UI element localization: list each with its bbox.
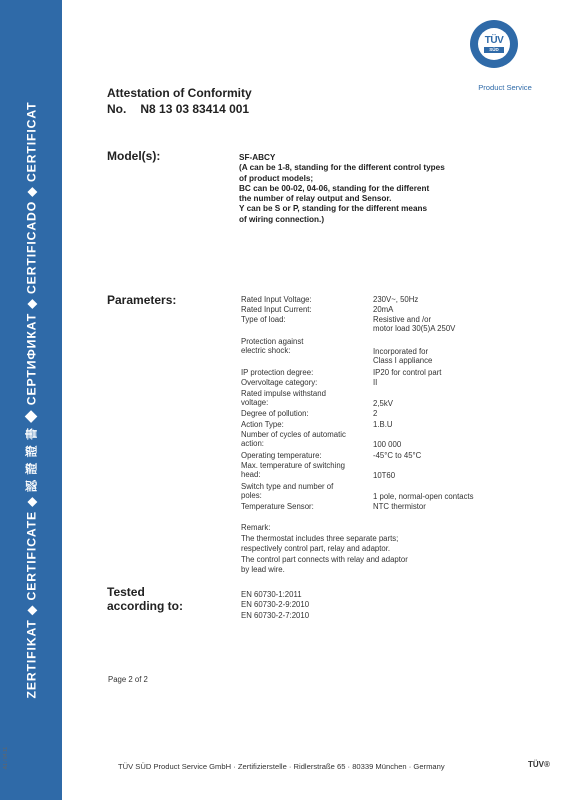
- param-value: 2,5kV: [373, 399, 393, 408]
- logo-sud-text: SÜD: [484, 47, 504, 53]
- models-line: SF-ABCY: [239, 153, 276, 162]
- standard-item: EN 60730-2-9:2010: [241, 600, 310, 610]
- side-band-text: ZERTIFIKAT ◆ CERTIFICATE ◆ 認 證 證 書 ◆ СЕРТИФИКАТ ◆ CERTIFICADO ◆ CERTIFICAT: [24, 101, 39, 699]
- models-label: Model(s):: [107, 149, 161, 163]
- form-code: A1 / 04.11: [3, 746, 9, 770]
- param-value: II: [373, 378, 378, 387]
- certificate-side-band: [0, 0, 62, 800]
- param-value: Resistive and /or motor load 30(5)A 250V: [373, 315, 456, 334]
- param-name: Rated impulse withstand voltage:: [241, 389, 326, 408]
- models-line: Y can be S or P, standing for the different means: [239, 204, 428, 214]
- certificate-number: [107, 102, 249, 116]
- remark-line: Remark:: [241, 523, 271, 532]
- standards-list: [241, 590, 309, 621]
- standard-item: EN 60730-1:2011: [241, 590, 302, 599]
- param-name: Overvoltage category:: [241, 378, 318, 387]
- param-value: 1 pole, normal-open contacts: [373, 492, 474, 501]
- parameters-label: Parameters:: [107, 293, 177, 307]
- param-value: Incorporated for Class I appliance: [373, 347, 433, 366]
- param-name: Operating temperature:: [241, 451, 322, 460]
- param-value: 100 000: [373, 440, 402, 449]
- remark-text: [241, 523, 408, 576]
- param-value: 2: [373, 409, 378, 418]
- param-name: Rated Input Current:: [241, 305, 312, 314]
- tested-label: Tested according to:: [107, 585, 184, 613]
- param-name: Max. temperature of switching head:: [241, 461, 346, 480]
- footer-address: TÜV SÜD Product Service GmbH · Zertifizierstelle · Ridlerstraße 65 · 80339 München · Germany: [118, 762, 445, 771]
- document-title: Attestation of Conformity: [107, 86, 252, 100]
- param-value: 10T60: [373, 471, 396, 480]
- param-name: Action Type:: [241, 420, 284, 429]
- param-value: 230V~, 50Hz: [373, 295, 419, 304]
- param-name: IP protection degree:: [241, 368, 314, 377]
- param-name: Degree of pollution:: [241, 409, 309, 418]
- page-number: Page 2 of 2: [108, 675, 148, 684]
- models-line: (A can be 1-8, standing for the different control types: [239, 163, 445, 173]
- models-line: of product models;: [239, 173, 314, 183]
- remark-line: respectively control part, relay and adaptor.: [241, 544, 391, 554]
- models-line: of wiring connection.): [239, 214, 325, 224]
- logo-tuv-text: TÜV: [484, 35, 504, 46]
- param-name: Switch type and number of poles:: [241, 482, 334, 501]
- certificate-number-value: N8 13 03 83414 001: [140, 102, 250, 116]
- param-name: Number of cycles of automatic action:: [241, 430, 346, 449]
- param-name: Temperature Sensor:: [241, 502, 314, 511]
- remark-line: The control part connects with relay and adaptor: [241, 554, 408, 564]
- param-value: NTC thermistor: [373, 502, 426, 511]
- param-value: -45°C to 45°C: [373, 451, 422, 460]
- param-name: Rated Input Voltage:: [241, 295, 312, 304]
- product-service-label: Product Service: [478, 83, 532, 92]
- param-value: IP20 for control part: [373, 368, 442, 377]
- param-value: 20mA: [373, 305, 394, 314]
- param-value: 1.B.U: [373, 420, 393, 429]
- footer-tuv-mark: TÜV®: [528, 760, 550, 769]
- models-description: [239, 153, 445, 225]
- tuv-sud-logo-icon: [470, 20, 518, 68]
- standard-item: EN 60730-2-7:2010: [241, 610, 310, 620]
- remark-line: by lead wire.: [241, 565, 285, 575]
- param-name: Type of load:: [241, 315, 286, 324]
- remark-line: The thermostat includes three separate parts;: [241, 533, 399, 543]
- models-line: BC can be 00-02, 04-06, standing for the different: [239, 183, 430, 193]
- models-line: the number of relay output and Sensor.: [239, 194, 392, 204]
- certificate-number-label: No.: [107, 102, 127, 116]
- param-name: Protection against electric shock:: [241, 337, 304, 356]
